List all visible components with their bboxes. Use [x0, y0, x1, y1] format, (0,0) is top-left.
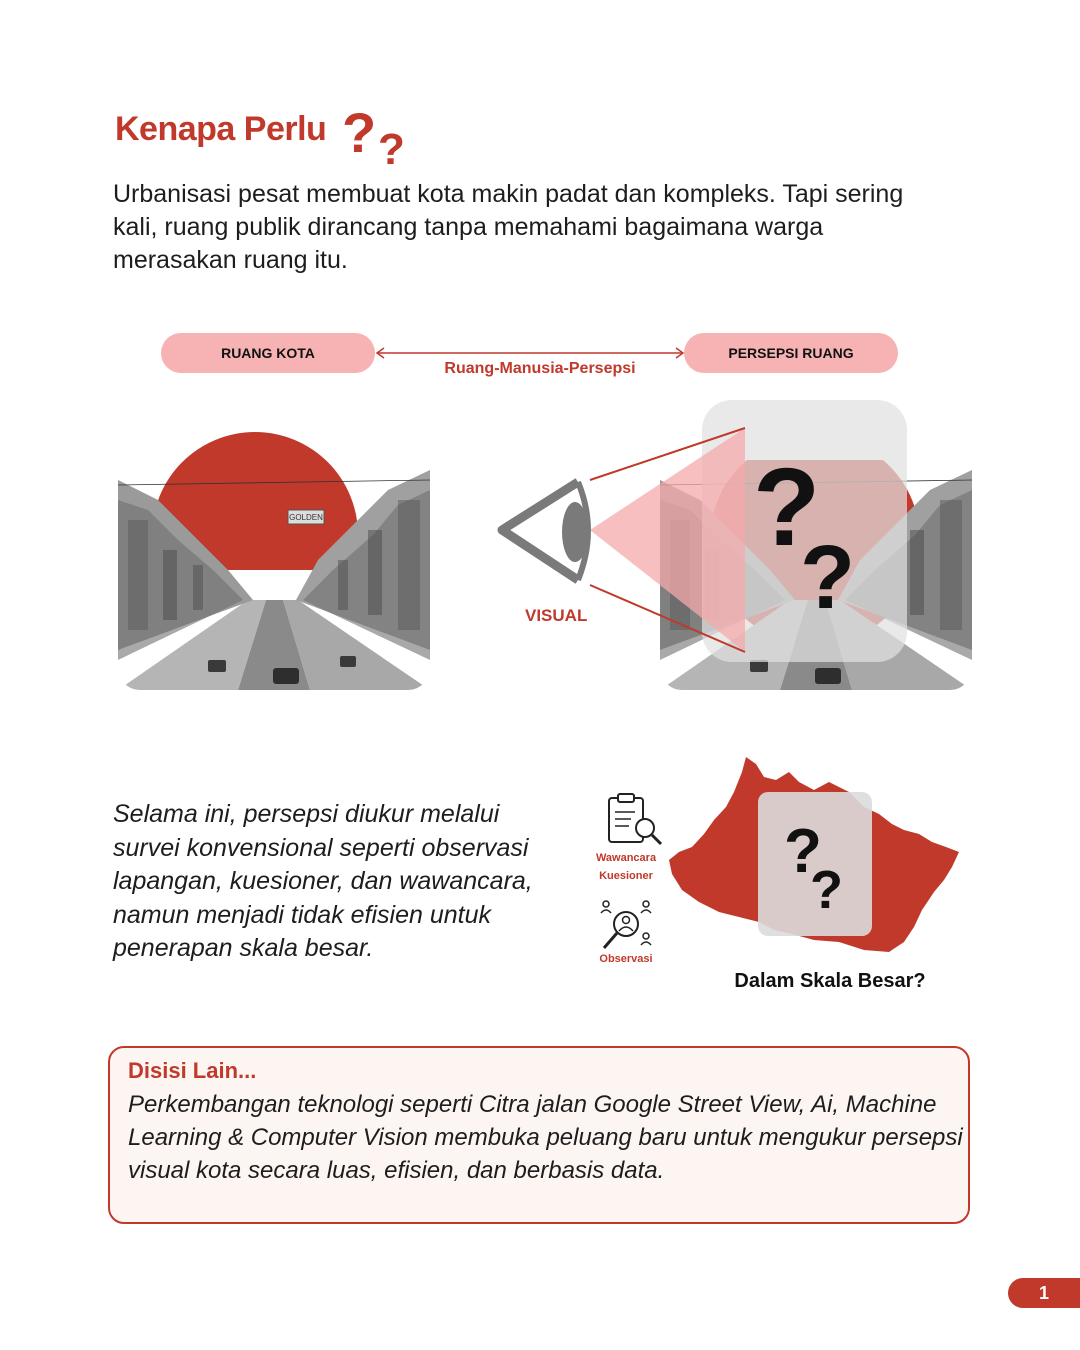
eye-view-cone [490, 420, 750, 670]
persepsi-ruang-pill: PERSEPSI RUANG [684, 333, 898, 373]
scale-question-caption: Dalam Skala Besar? [734, 970, 926, 992]
icon-label-wawancara: Wawancara [595, 852, 657, 864]
street-photo-ruang-kota [118, 460, 430, 690]
shop-sign-text: GOLDEN [289, 513, 323, 522]
page-title: Kenapa Perlu [115, 110, 327, 148]
survey-paragraph: Selama ini, persepsi diukur melalui survei konvensional seperti observasi lapangan, kuesioner, dan wawancara, namun menjadi tidak efisien untuk penerapan skala besar. [113, 800, 533, 962]
connector-label: Ruang-Manusia-Persepsi [444, 360, 636, 377]
svg-text:?: ? [800, 528, 855, 620]
icon-label-wawancara-kuesioner [585, 849, 667, 885]
eye-icon [502, 482, 588, 580]
intro-paragraph: Urbanisasi pesat membuat kota makin padat dan kompleks. Tapi sering kali, ruang publik dirancang tanpa memahami bagaimana warga merasakan ruang itu. [113, 180, 904, 274]
svg-text:?: ? [753, 446, 821, 569]
page-number-badge: 1 [1008, 1278, 1080, 1308]
ruang-kota-pill: RUANG KOTA [161, 333, 375, 373]
callout-title: Disisi Lain... [128, 1058, 257, 1083]
double-arrow-connector [374, 346, 686, 360]
clipboard-search-icon [603, 792, 667, 848]
question-mark-icon [782, 812, 852, 916]
svg-text:?: ? [378, 125, 405, 170]
question-mark-icon [745, 440, 875, 620]
svg-text:?: ? [784, 817, 822, 886]
icon-label-observasi: Observasi [599, 953, 653, 965]
svg-text:?: ? [342, 101, 377, 164]
visual-label: VISUAL [525, 606, 588, 625]
svg-text:?: ? [810, 860, 843, 916]
icon-label-kuesioner: Kuesioner [599, 870, 653, 882]
question-mark-icon [340, 100, 415, 170]
callout-text: Perkembangan teknologi seperti Citra jalan Google Street View, Ai, Machine Learning & Computer Vision membuka peluang baru untuk mengukur persepsi visual kota secara luas, efisien, dan berbasis data. [128, 1091, 963, 1184]
people-search-icon [598, 898, 654, 952]
